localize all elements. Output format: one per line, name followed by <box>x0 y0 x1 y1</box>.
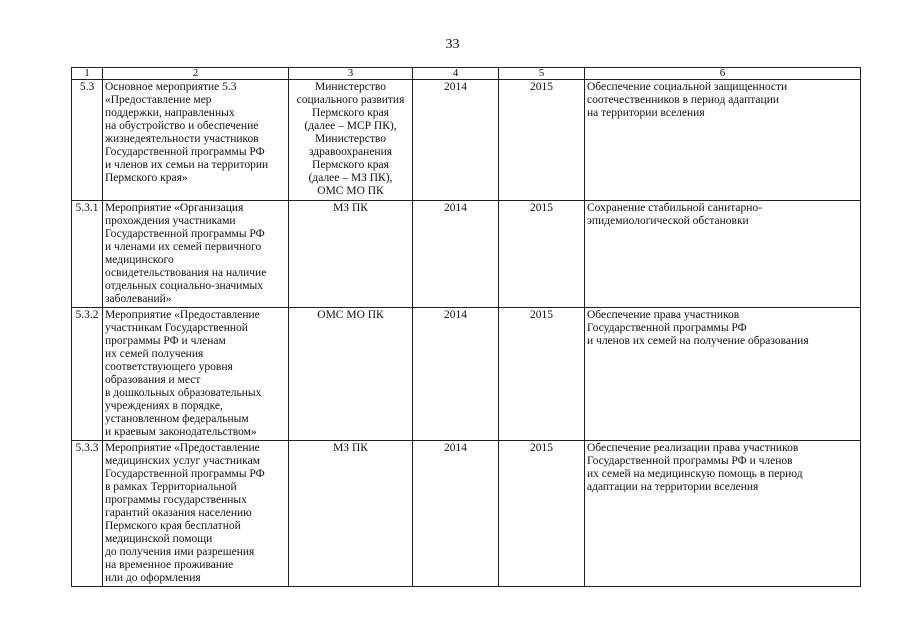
end-year: 2015 <box>499 201 585 308</box>
column-header-6: 6 <box>585 68 861 80</box>
column-header-5: 5 <box>499 68 585 80</box>
start-year: 2014 <box>413 201 499 308</box>
executor: Министерство социального развития Пермского края (далее – МСР ПК), Министерство здравоохранения Пермского края (далее – МЗ ПК), ОМС МО ПК <box>289 80 413 201</box>
expected-result: Обеспечение реализации права участников Государственной программы РФ и членов их семей на медицинскую помощь в период адаптации на территории вселения <box>585 441 861 587</box>
expected-result: Сохранение стабильной санитарно- эпидемиологической обстановки <box>585 201 861 308</box>
measure-name: Мероприятие «Предоставление медицинских услуг участникам Государственной программы РФ в рамках Территориальной программы государственных гарантий оказания населению Пермского края бесплатной медицинской помощи до получения ими разрешения на временное проживание или до оформления <box>103 441 289 587</box>
table-row <box>72 308 861 441</box>
column-header-2: 2 <box>103 68 289 80</box>
measure-name: Мероприятие «Предоставление участникам Государственной программы РФ и членам их семей получения соответствующего уровня образования и мест в дошкольных образовательных учреждениях в порядке, установленном федеральным и краевым законодательством» <box>103 308 289 441</box>
measure-name: Мероприятие «Организация прохождения участниками Государственной программы РФ и членами их семей первичного медицинского освидетельствования на наличие отдельных социально-значимых заболеваний» <box>103 201 289 308</box>
expected-result: Обеспечение права участников Государственной программы РФ и членов их семей на получение образования <box>585 308 861 441</box>
executor: МЗ ПК <box>289 441 413 587</box>
end-year: 2015 <box>499 308 585 441</box>
end-year: 2015 <box>499 80 585 201</box>
table-header-row <box>72 68 861 80</box>
measures-table <box>71 67 861 587</box>
row-number: 5.3 <box>72 80 103 201</box>
end-year: 2015 <box>499 441 585 587</box>
table-row <box>72 441 861 587</box>
page-number: 33 <box>445 37 460 52</box>
executor: ОМС МО ПК <box>289 308 413 441</box>
column-header-4: 4 <box>413 68 499 80</box>
column-header-3: 3 <box>289 68 413 80</box>
column-header-1: 1 <box>72 68 103 80</box>
executor: МЗ ПК <box>289 201 413 308</box>
row-number: 5.3.3 <box>72 441 103 587</box>
start-year: 2014 <box>413 308 499 441</box>
row-number: 5.3.1 <box>72 201 103 308</box>
start-year: 2014 <box>413 441 499 587</box>
measure-name: Основное мероприятие 5.3 «Предоставление мер поддержки, направленных на обустройство и обеспечение жизнедеятельности участников Государственной программы РФ и членов их семьи на территории Пермского края» <box>103 80 289 201</box>
expected-result: Обеспечение социальной защищенности соотечественников в период адаптации на территории вселения <box>585 80 861 201</box>
table-row <box>72 201 861 308</box>
row-number: 5.3.2 <box>72 308 103 441</box>
start-year: 2014 <box>413 80 499 201</box>
table-row <box>72 80 861 201</box>
